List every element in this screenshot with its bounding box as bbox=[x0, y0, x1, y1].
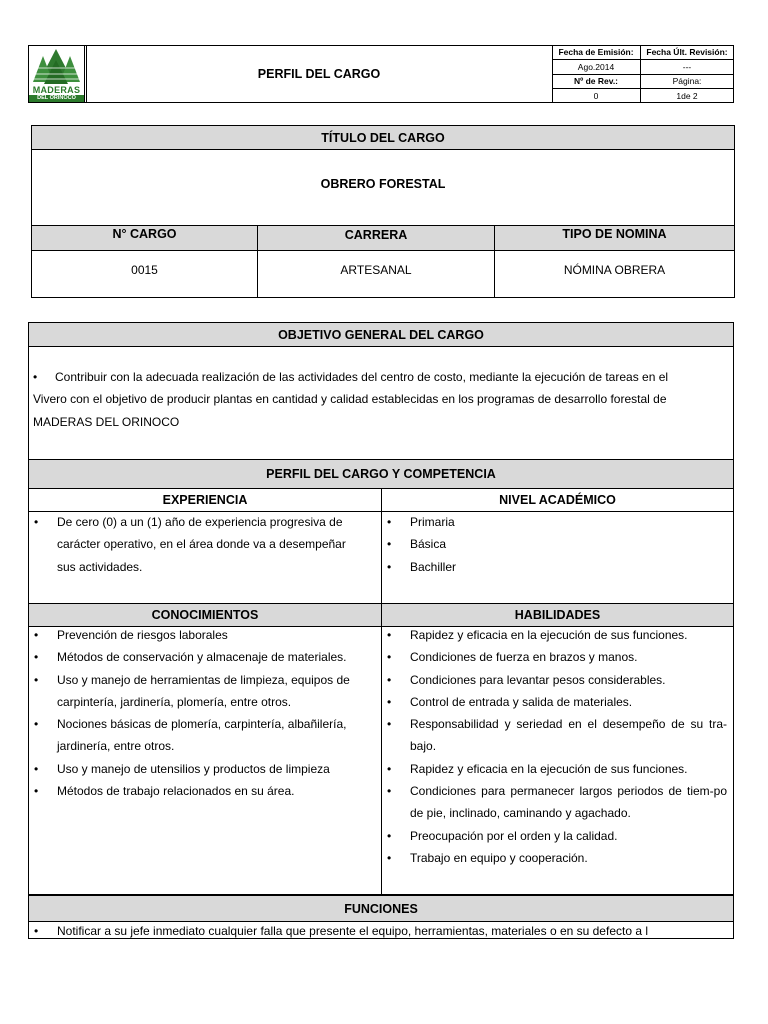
job-title: OBRERO FORESTAL bbox=[320, 177, 446, 191]
conocimientos-item: • Métodos de trabajo relacionados en su área. bbox=[29, 780, 366, 802]
company-logo bbox=[29, 46, 84, 102]
objective-line-1 bbox=[33, 366, 731, 388]
conocimientos-list bbox=[29, 624, 366, 802]
value-tipo-nomina: NÓMINA OBRERA bbox=[563, 263, 666, 277]
col-header-carrera: CARRERA bbox=[344, 228, 408, 242]
habilidades-item: • Preocupación por el orden y la calidad. bbox=[382, 825, 727, 847]
habilidades-item: • Trabajo en equipo y cooperación. bbox=[382, 847, 727, 869]
habilidades-item: • Rapidez y eficacia en la ejecución de sus funciones. bbox=[382, 624, 727, 646]
functions-list bbox=[29, 920, 733, 942]
habilidades-item: • Rapidez y eficacia en la ejecución de sus funciones. bbox=[382, 758, 727, 780]
habilidades-header: HABILIDADES bbox=[382, 603, 733, 627]
experiencia-item: • De cero (0) a un (1) año de experiencia progresiva de carácter operativo, en el área donde va a desempeñar sus actividades. bbox=[29, 511, 365, 578]
profile-header: PERFIL DEL CARGO Y COMPETENCIA bbox=[29, 459, 733, 489]
bullet: • bbox=[33, 370, 38, 384]
conocimientos-item: • Uso y manejo de herramientas de limpieza, equipos de carpintería, jardinería, plomería, entre otros. bbox=[29, 669, 366, 714]
logo-divider bbox=[84, 45, 85, 103]
habilidades-item: • Condiciones para levantar pesos considerables. bbox=[382, 669, 727, 691]
col-header-ncargo: N° CARGO bbox=[112, 227, 177, 241]
conocimientos-item: • Nociones básicas de plomería, carpintería, albañilería, jardinería, entre otros. bbox=[29, 713, 366, 758]
fecha-revision-value: --- bbox=[682, 61, 692, 72]
pagina-value: 1de 2 bbox=[676, 90, 698, 101]
fecha-revision-label: Fecha Últ. Revisión: bbox=[646, 47, 728, 57]
habilidades-item: • Condiciones de fuerza en brazos y manos. bbox=[382, 646, 727, 668]
objective-line-3: MADERAS DEL ORINOCO bbox=[33, 414, 180, 429]
rev-label: Nº de Rev.: bbox=[573, 76, 619, 86]
habilidades-list bbox=[382, 624, 727, 869]
rev-value: 0 bbox=[593, 90, 599, 101]
academico-list bbox=[382, 511, 727, 578]
conocimientos-item: • Prevención de riesgos laborales bbox=[29, 624, 366, 646]
experiencia-header: EXPERIENCIA bbox=[29, 489, 381, 512]
functions-item: • Notificar a su jefe inmediato cualquier falla que presente el equipo, herramientas, materiales o en su defecto a l bbox=[29, 920, 733, 942]
academico-item: • Bachiller bbox=[382, 556, 727, 578]
logo-text-top: MADERAS bbox=[32, 85, 81, 95]
objective-header: OBJETIVO GENERAL DEL CARGO bbox=[29, 323, 733, 347]
conocimientos-header: CONOCIMIENTOS bbox=[29, 603, 381, 627]
academico-item: • Primaria bbox=[382, 511, 727, 533]
academico-item: • Básica bbox=[382, 533, 727, 555]
value-carrera: ARTESANAL bbox=[340, 263, 412, 277]
objective-line-1-text: Contribuir con la adecuada realización de las actividades del centro de costo, mediante la ejecución de tareas en el bbox=[55, 370, 669, 384]
conocimientos-item: • Métodos de conservación y almacenaje de materiales. bbox=[29, 646, 366, 668]
habilidades-item: • Condiciones para permanecer largos periodos de tiem-po de pie, inclinado, caminando y agachado. bbox=[382, 780, 727, 825]
value-ncargo: 0015 bbox=[131, 263, 158, 277]
objective-line-2: Vivero con el objetivo de producir plantas en cantidad y calidad establecidas en los programas de desarrollo forestal de bbox=[33, 392, 667, 407]
fecha-emision-value: Ago.2014 bbox=[577, 61, 615, 72]
fecha-emision-label: Fecha de Emisión: bbox=[558, 47, 634, 57]
document-title: PERFIL DEL CARGO bbox=[257, 67, 381, 81]
title-section-header: TÍTULO DEL CARGO bbox=[32, 126, 734, 150]
experiencia-list bbox=[29, 511, 365, 578]
col-header-tipo-nomina: TIPO DE NOMINA bbox=[562, 227, 667, 241]
habilidades-item: • Responsabilidad y seriedad en el desempeño de su tra-bajo. bbox=[382, 713, 727, 758]
objective-text bbox=[33, 366, 731, 433]
academico-header: NIVEL ACADÉMICO bbox=[382, 489, 733, 512]
pagina-label: Página: bbox=[672, 76, 702, 86]
logo-text-bottom: DEL ORINOCO bbox=[29, 95, 84, 102]
functions-header: FUNCIONES bbox=[29, 896, 733, 922]
habilidades-item: • Control de entrada y salida de materiales. bbox=[382, 691, 727, 713]
conocimientos-item: • Uso y manejo de utensilios y productos de limpieza bbox=[29, 758, 366, 780]
